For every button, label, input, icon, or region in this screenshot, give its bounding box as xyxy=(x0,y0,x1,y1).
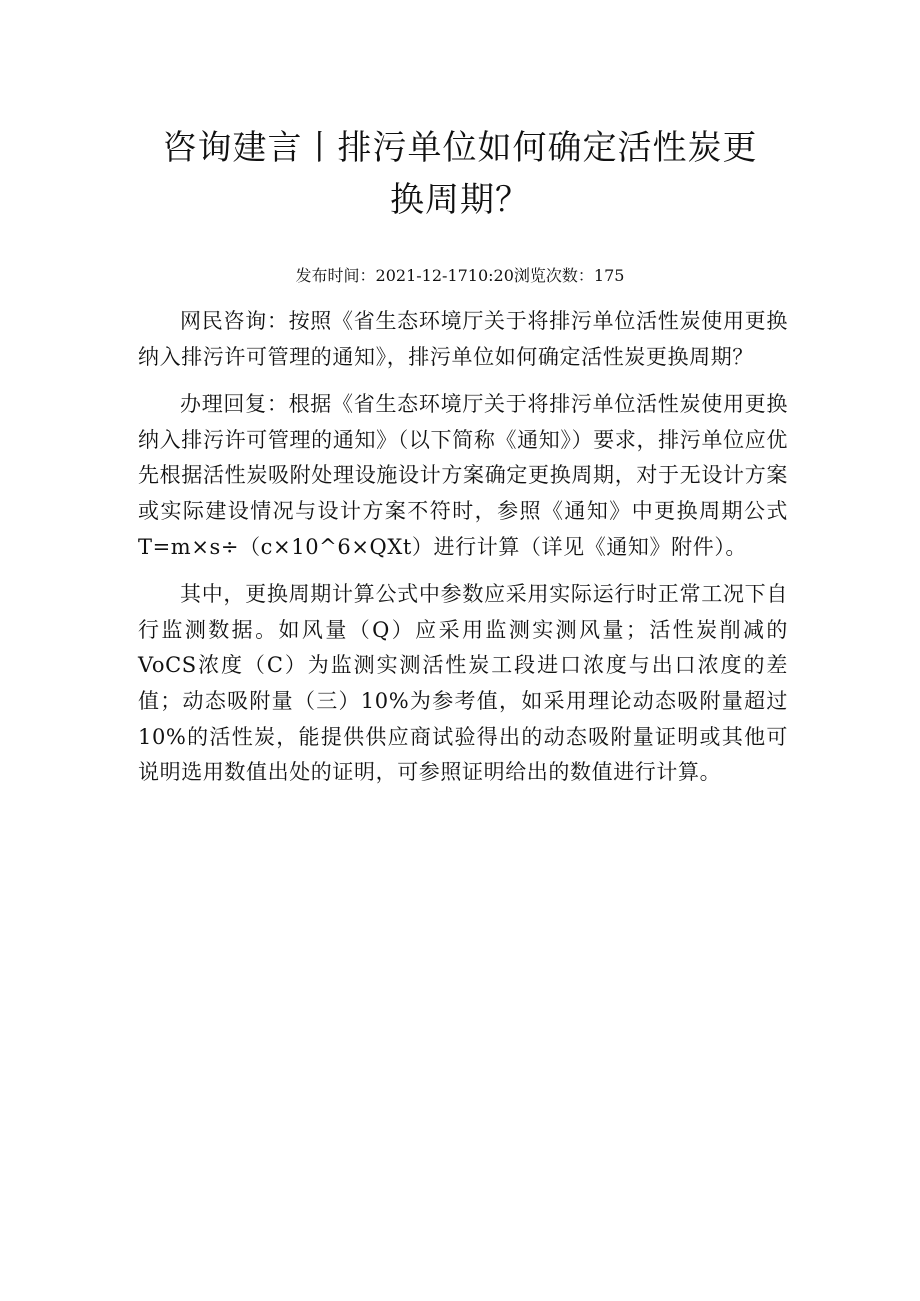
article-title: 咨询建言丨排污单位如何确定活性炭更换周期？ xyxy=(162,128,758,220)
publish-info: 发布时间：2021-12-1710:20浏览次数：175 xyxy=(295,266,625,285)
paragraph-details: 其中，更换周期计算公式中参数应采用实际运行时正常工况下自行监测数据。如风量（Q）应采用监测实测风量；活性炭削减的VoCS浓度（C）为监测实测活性炭工段进口浓度与出口浓度的差值；动态吸附量（三）10%为参考值，如采用理论动态吸附量超过10%的活性炭，能提供供应商试验得出的动态吸附量证明或其他可说明选用数值出处的证明，可参照证明给出的数值进行计算。 xyxy=(138,582,788,785)
paragraph-inquiry: 网民咨询：按照《省生态环境厅关于将排污单位活性炭使用更换纳入排污许可管理的通知》，排污单位如何确定活性炭更换周期？ xyxy=(138,309,788,369)
article-body xyxy=(138,304,788,803)
paragraph-reply: 办理回复：根据《省生态环境厅关于将排污单位活性炭使用更换纳入排污许可管理的通知》（以下简称《通知》）要求，排污单位应优先根据活性炭吸附处理设施设计方案确定更换周期，对于无设计方案或实际建设情况与设计方案不符时，参照《通知》中更换周期公式T=m×s÷（c×10^6×QXt）进行计算（详见《通知》附件）。 xyxy=(138,392,788,559)
